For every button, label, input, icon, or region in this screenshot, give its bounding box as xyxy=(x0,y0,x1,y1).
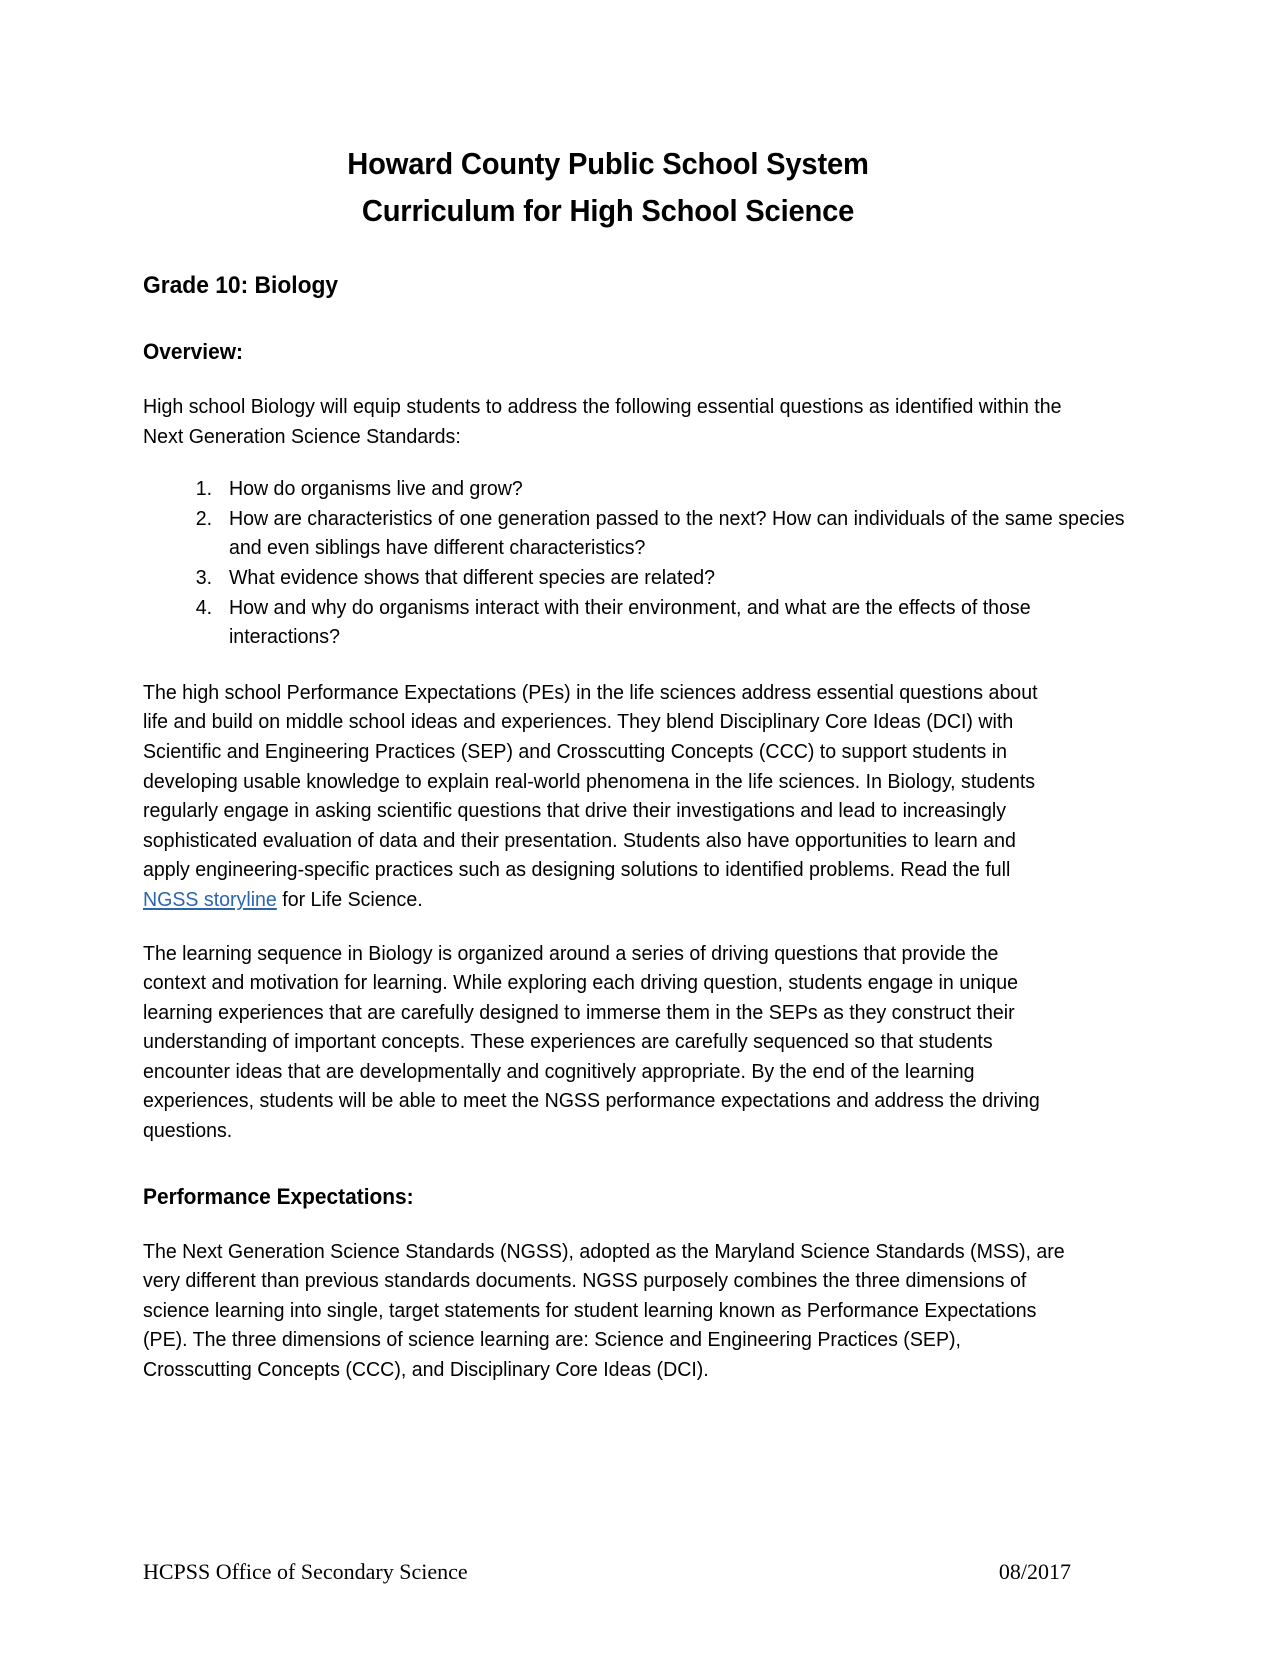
list-item: 3. What evidence shows that different species are related? xyxy=(217,563,1141,593)
overview-intro-paragraph: High school Biology will equip students to address the following essential questions as identified within the Next Generation Science Standards: xyxy=(143,395,1062,448)
paragraph-text-after-link: for Life Science. xyxy=(276,887,423,911)
performance-expectations-heading: Performance Expectations: xyxy=(143,1183,414,1209)
performance-expectations-paragraph: The Next Generation Science Standards (NGSS), adopted as the Maryland Science Standards (MSS), are very different than previous standards documents. NGSS purposely combines the three dimensions of science learning into single, target statements for student learning known as Performance Expectations (PE). The three dimensions of science learning are: Science and Engineering Practices (SEP), Crosscutting Concepts (CCC), and Disciplinary Core Ideas (DCI). xyxy=(143,1239,1065,1382)
page-title-line-1: Howard County Public School System xyxy=(347,146,869,181)
footer-office-label: HCPSS Office of Secondary Science xyxy=(143,1559,468,1584)
ngss-storyline-link[interactable]: NGSS storyline xyxy=(143,887,277,911)
document-body xyxy=(143,140,1125,1385)
list-item: 1. How do organisms live and grow? xyxy=(217,474,1141,504)
footer-date: 08/2017 xyxy=(998,1559,1071,1584)
page-title-line-2: Curriculum for High School Science xyxy=(361,193,855,228)
grade-heading: Grade 10: Biology xyxy=(143,272,339,299)
list-item: 2. How are characteristics of one generation passed to the next? How can individuals of the same species and even siblings have different characteristics? xyxy=(217,504,1141,563)
performance-expectations-intro-paragraph xyxy=(143,678,1067,915)
paragraph-text-before-link: The high school Performance Expectations (PEs) in the life sciences address essential questions about life and build on middle school ideas and experiences. They blend Disciplinary Core Ideas (DCI) with Scientific and Engineering Practices (SEP) and Crosscutting Concepts (CCC) to support students in developing usable knowledge to explain real-world phenomena in the life sciences. In Biology, students regularly engage in asking scientific questions that drive their investigations and lead to increasingly sophisticated evaluation of data and their presentation. Students also have opportunities to learn and apply engineering-specific practices such as designing solutions to identified problems. Read the full xyxy=(143,680,1038,882)
learning-sequence-paragraph: The learning sequence in Biology is organized around a series of driving questions that provide the context and motivation for learning. While exploring each driving question, students engage in unique learning experiences that are carefully designed to immerse them in the SEPs as they construct their understanding of important concepts. These experiences are carefully sequenced so that students encounter ideas that are developmentally and cognitively appropriate. By the end of the learning experiences, students will be able to meet the NGSS performance expectations and address the driving questions. xyxy=(143,941,1040,1143)
list-item: 4. How and why do organisms interact with their environment, and what are the effects of those interactions? xyxy=(217,593,1141,652)
essential-questions-list xyxy=(143,474,1141,652)
page-footer xyxy=(143,1558,1071,1586)
overview-heading: Overview: xyxy=(143,339,243,364)
page-title xyxy=(171,140,1045,234)
